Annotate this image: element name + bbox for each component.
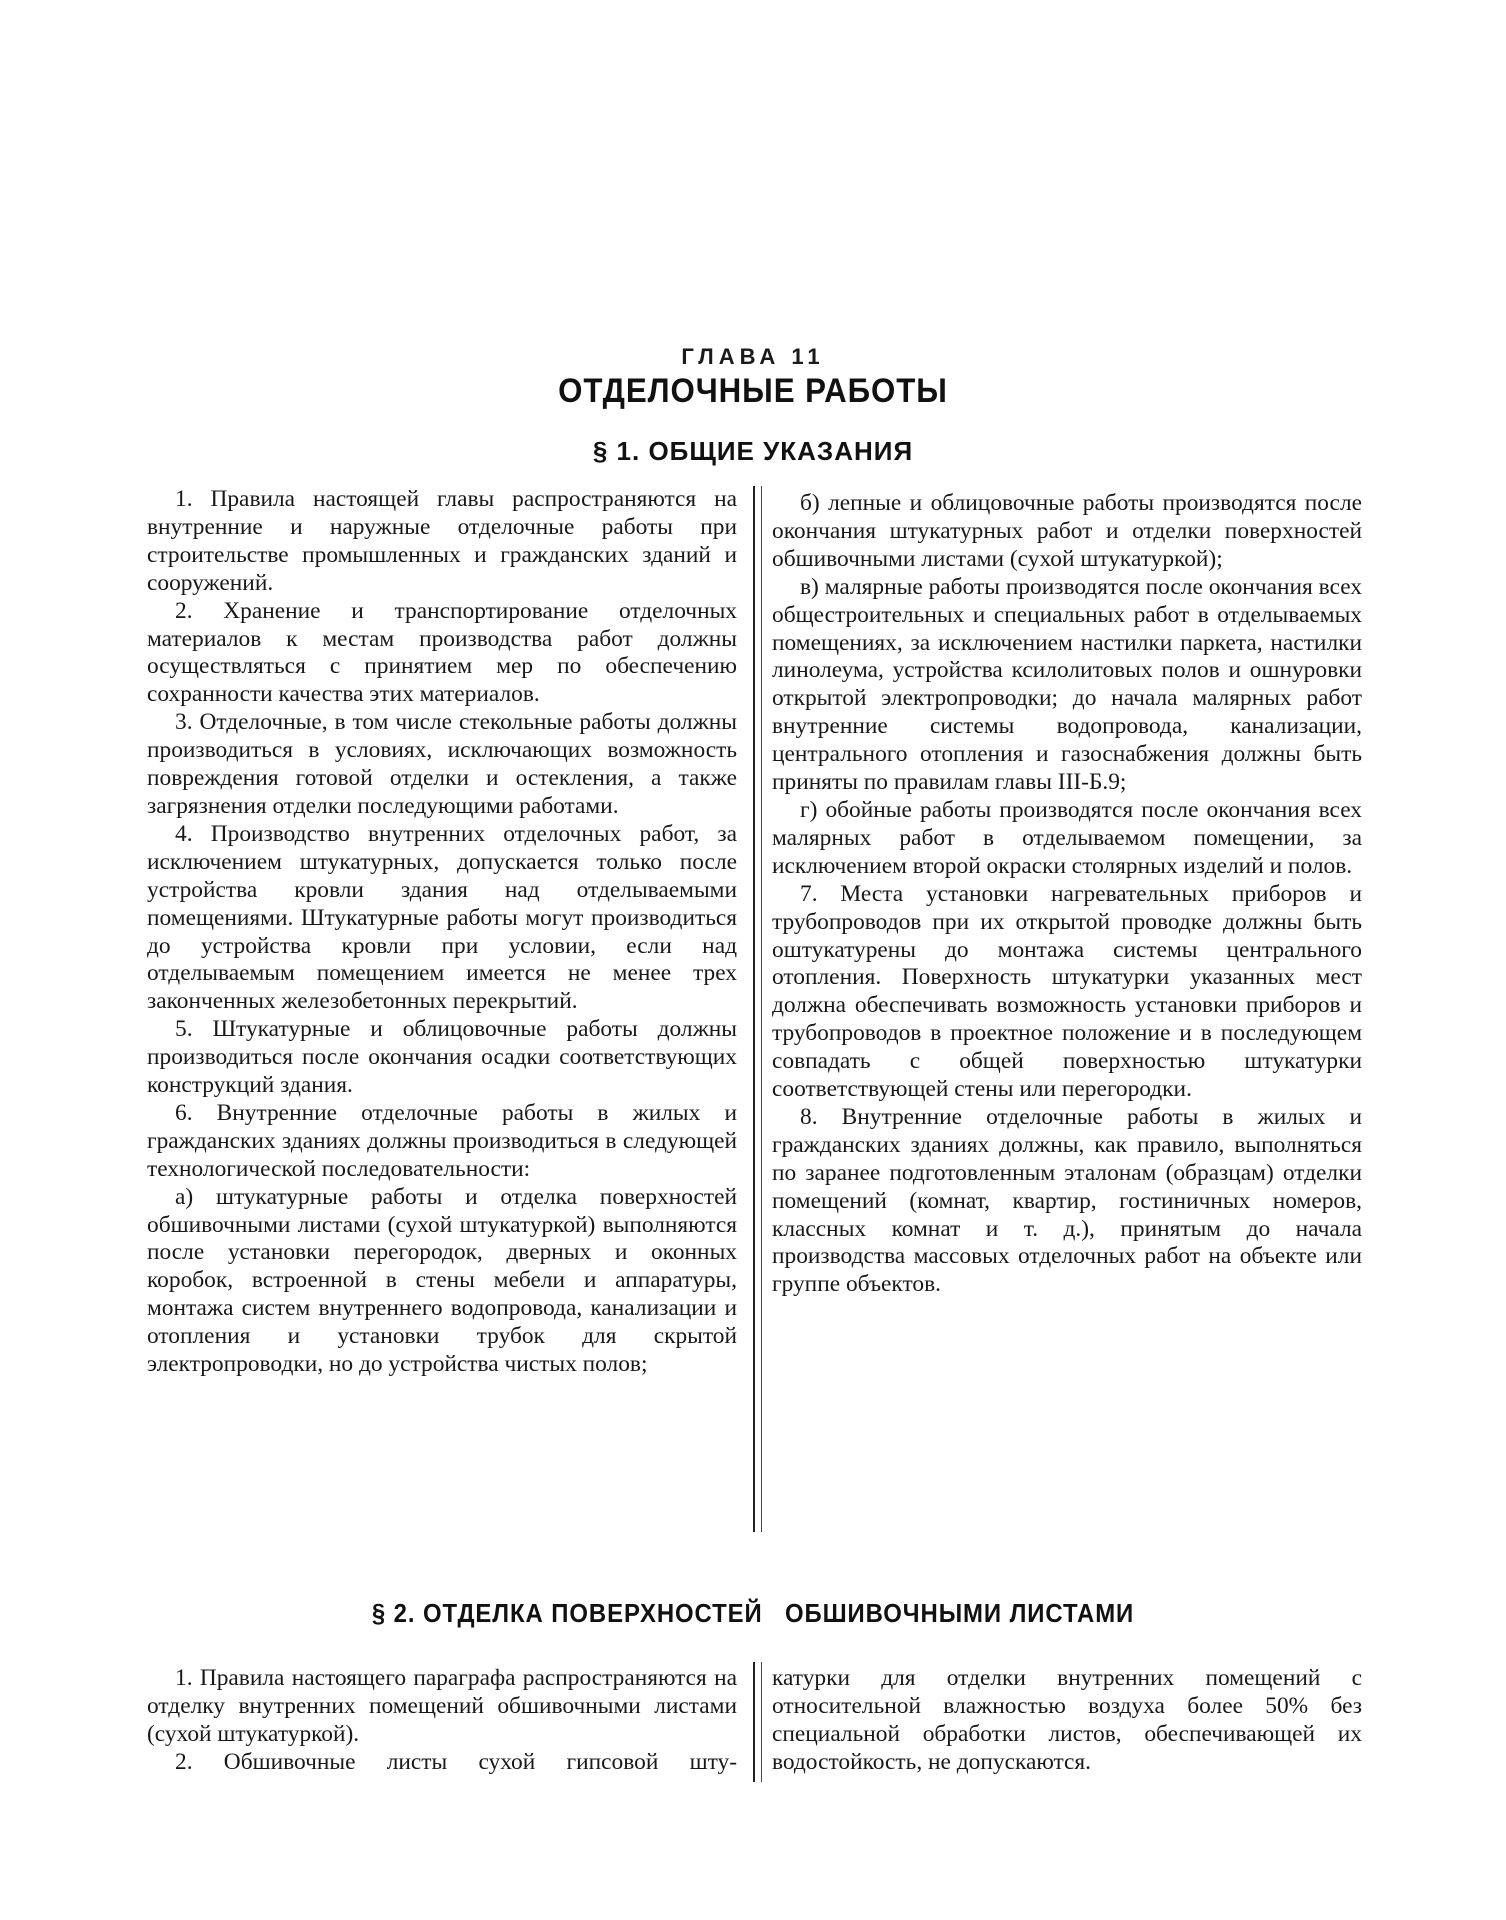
section-2-left-column: [147, 1665, 737, 1777]
section-2-title-part2: ОБШИВОЧНЫМИ ЛИСТАМИ: [784, 1598, 1135, 1628]
paragraph-6g: г) обойные работы производятся после окончания всех малярных работ в отделываемом помещении, за исключением второй окраски столярных изделий и полов.: [772, 796, 1362, 879]
section-2-paragraph-2-continued: катурки для отделки внутренних помещений с относительной влажностью воздуха более 50% без специальной обработки листов, обеспечивающей их водостойкость, не допускаются.: [772, 1665, 1362, 1775]
section-2-right-column: [772, 1665, 1362, 1777]
paragraph-6b: б) лепные и облицовочные работы производятся после окончания штукатурных работ и отделки поверхностей обшивочными листами (сухой штукатуркой);: [772, 490, 1362, 572]
section-2-number: § 2.: [371, 1598, 416, 1628]
section-2-heading: [60, 1598, 1446, 1629]
section-1-number: § 1.: [592, 436, 641, 466]
section-2-paragraph-1: 1. Правила настоящего параграфа распространяются на отделку внутренних помещений обшивочными листами (сухой штукатуркой).: [147, 1665, 737, 1747]
paragraph-6v: в) малярные работы производятся после окончания всех общестроительных и специальных работ в отделываемых помещениях, за исключением настилки паркета, настилки линолеума, устройства ксилолитовых полов и ошнуровки открытой электропроводки; до начала малярных работ внутренние системы водопровода, канализации, центрального отопления и газоснабжения должны быть приняты по правилам главы III-Б.9;: [772, 573, 1362, 796]
section-2-paragraph-2-start: 2. Обшивочные листы сухой гипсовой шту-: [175, 1748, 737, 1775]
column-divider: [753, 1662, 762, 1782]
chapter-title: ОТДЕЛОЧНЫЕ РАБОТЫ: [558, 372, 948, 410]
section-1-title: ОБЩИЕ УКАЗАНИЯ: [648, 436, 914, 466]
paragraph-7: 7. Места установки нагревательных приборов и трубопроводов при их открытой проводке должны быть оштукатурены до монтажа системы центрального отопления. Поверхность штукатурки указанных мест должна обеспечивать возможность установки приборов и трубопроводов в проектное положение и в последующем совпадать с общей поверхностью штукатурки соответствующей стены или перегородки.: [772, 880, 1362, 1103]
section-1-left-column: [147, 486, 737, 1379]
paragraph-6a: а) штукатурные работы и отделка поверхностей обшивочными листами (сухой штукатуркой) выполняются после установки перегородок, дверных и оконных коробок, встроенной в стены мебели и аппаратуры, монтажа систем внутреннего водопровода, канализации и отопления и установки трубок для скрытой электропроводки, но до устройства чистых полов;: [147, 1183, 737, 1378]
paragraph-3: 3. Отделочные, в том числе стекольные работы должны производиться в условиях, исключающих возможность повреждения готовой отделки и остекления, а также загрязнения отделки последующими работами.: [147, 709, 737, 819]
chapter-label: ГЛАВА 11: [681, 344, 825, 369]
paragraph-2: 2. Хранение и транспортирование отделочных материалов к местам производства работ должны осуществляться с принятием мер по обеспечению сохранности качества этих материалов.: [147, 597, 737, 708]
paragraph-5: 5. Штукатурные и облицовочные работы должны производиться после окончания осадки соответствующих конструкций здания.: [147, 1016, 737, 1099]
paragraph-1: 1. Правила настоящей главы распространяются на внутренние и наружные отделочные работы при строительстве промышленных и гражданских зданий и сооружений.: [147, 486, 737, 596]
section-1-heading: [0, 436, 1506, 467]
paragraph-8: 8. Внутренние отделочные работы в жилых и гражданских зданиях должны, как правило, выполняться по заранее подготовленным эталонам (образцам) отделки помещений (комнат, квартир, гостиничных номеров, классных комнат и т. д.), принятым до начала производства массовых отделочных работ на объекте или группе объектов.: [772, 1103, 1362, 1298]
paragraph-4: 4. Производство внутренних отделочных работ, за исключением штукатурных, допускается только после устройства кровли здания над отделываемыми помещениями. Штукатурные работы могут производиться до устройства кровли при условии, если над отделываемым помещением имеется не менее трех законченных железобетонных перекрытий.: [147, 820, 737, 1015]
section-2-title-part1: ОТДЕЛКА ПОВЕРХНОСТЕЙ: [422, 1598, 763, 1628]
section-1-right-column: [772, 490, 1362, 1299]
column-divider: [753, 486, 762, 1532]
paragraph-6: 6. Внутренние отделочные работы в жилых и гражданских зданиях должны производиться в следующей технологической последовательности:: [147, 1099, 737, 1182]
